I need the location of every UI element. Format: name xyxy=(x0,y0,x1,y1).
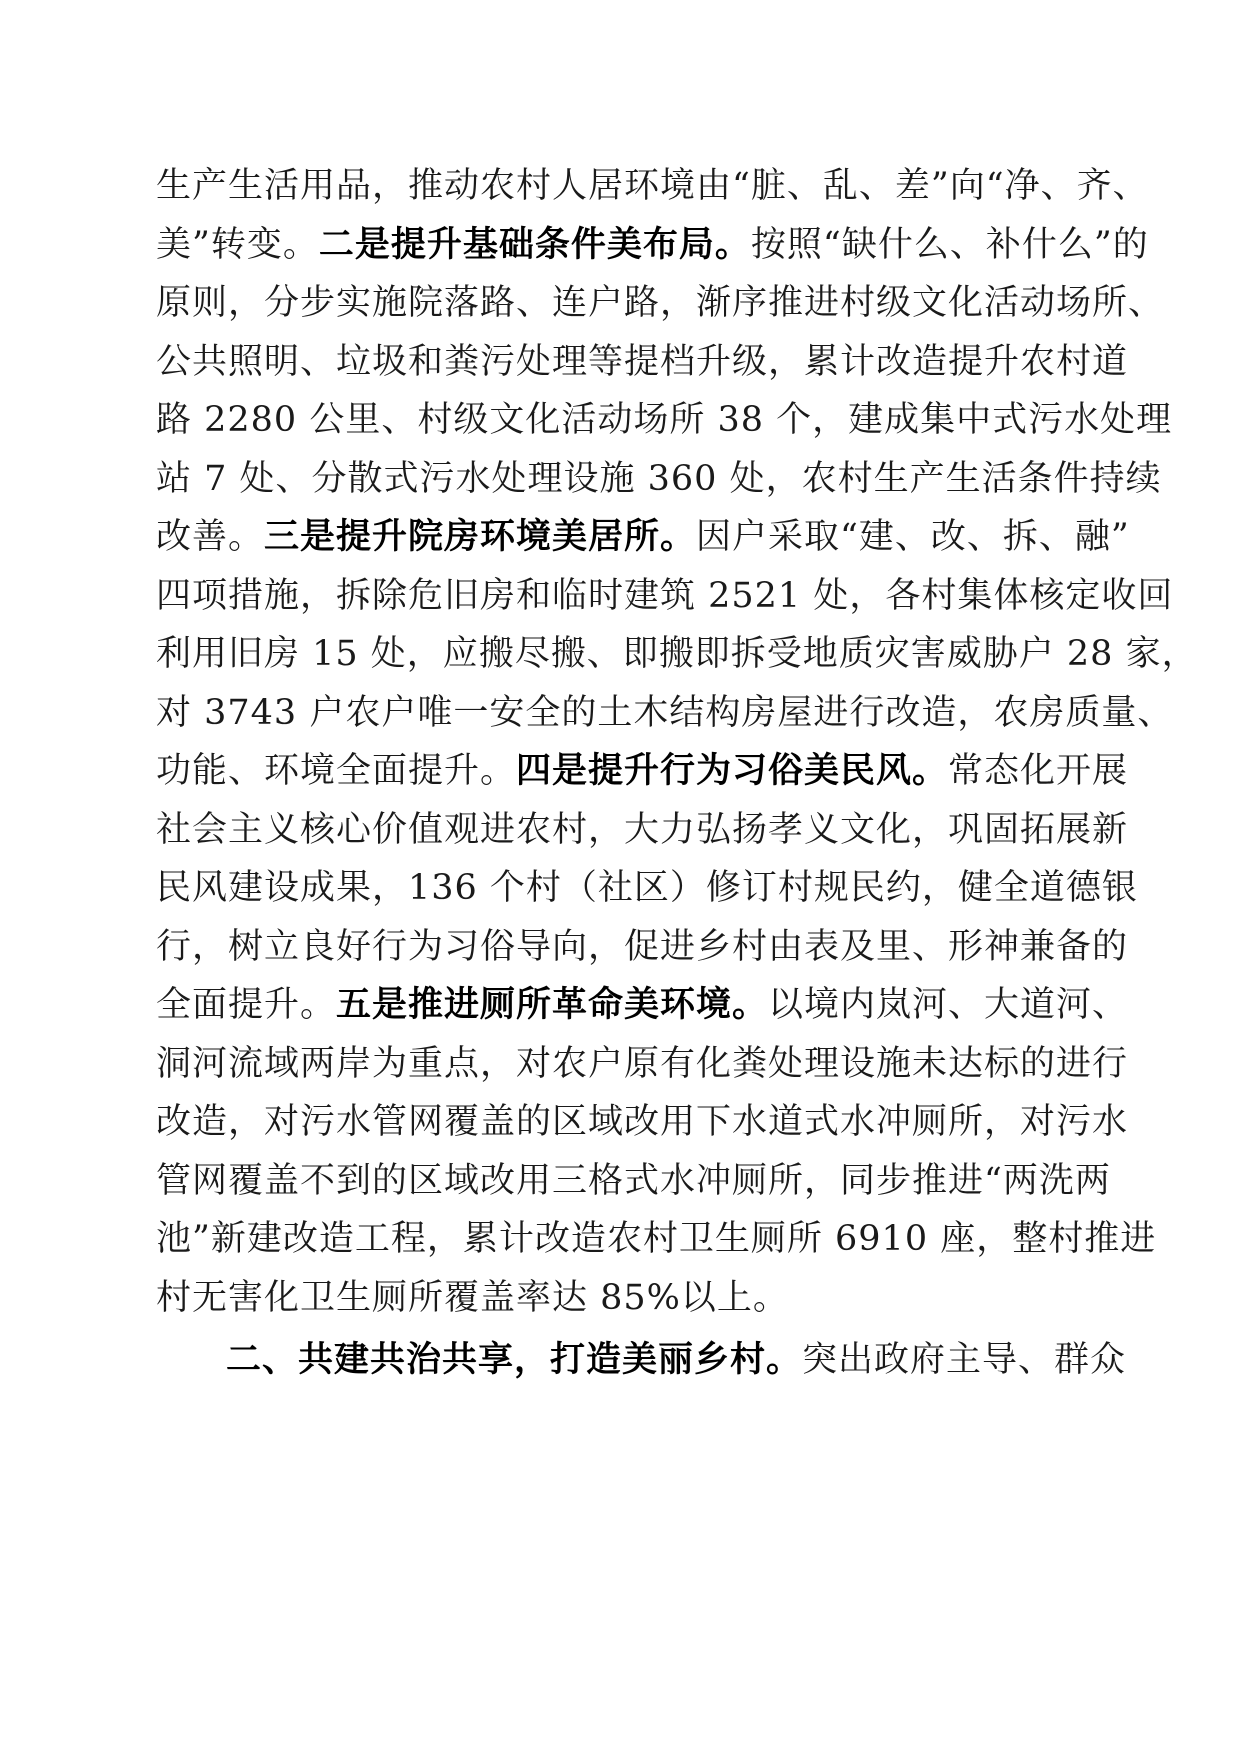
text-line: 美”转变。二是提升基础条件美布局。按照“缺什么、补什么”的 xyxy=(156,225,1149,265)
text-line: 利用旧房 15 处，应搬尽搬、即搬即拆受地质灾害威胁户 28 家， xyxy=(156,634,1198,674)
text-line: 站 7 处、分散式污水处理设施 360 处，农村生产生活条件持续 xyxy=(156,459,1162,499)
text-line: 生产生活用品，推动农村人居环境由“脏、乱、差”向“净、齐、 xyxy=(156,166,1149,206)
text-line: 功能、环境全面提升。四是提升行为习俗美民风。常态化开展 xyxy=(156,751,1129,791)
bold-heading: 三是提升院房环境美居所。 xyxy=(264,517,697,557)
text-line: 池”新建改造工程，累计改造农村卫生厕所 6910 座，整村推进 xyxy=(156,1219,1157,1259)
bold-heading: 四是提升行为习俗美民风。 xyxy=(516,751,949,791)
text-line: 路 2280 公里、村级文化活动场所 38 个，建成集中式污水处理 xyxy=(156,400,1173,440)
section-heading: 二、共建共治共享，打造美丽乡村。 xyxy=(226,1340,803,1380)
text-line: 洞河流域两岸为重点，对农户原有化粪处理设施未达标的进行 xyxy=(156,1044,1129,1084)
text-line: 改造，对污水管网覆盖的区域改用下水道式水冲厕所，对污水 xyxy=(156,1102,1129,1142)
text-line: 管网覆盖不到的区域改用三格式水冲厕所，同步推进“两洗两 xyxy=(156,1161,1111,1201)
text-line: 社会主义核心价值观进农村，大力弘扬孝义文化，巩固拓展新 xyxy=(156,810,1129,850)
text-line: 对 3743 户农户唯一安全的土木结构房屋进行改造，农房质量、 xyxy=(156,693,1174,733)
text-line: 公共照明、垃圾和粪污处理等提档升级，累计改造提升农村道 xyxy=(156,342,1129,382)
text-line: 行，树立良好行为习俗导向，促进乡村由表及里、形神兼备的 xyxy=(156,927,1129,967)
text-line: 全面提升。五是推进厕所革命美环境。以境内岚河、大道河、 xyxy=(156,985,1129,1025)
text-line: 四项措施，拆除危旧房和临时建筑 2521 处，各村集体核定收回 xyxy=(156,576,1174,616)
bold-heading: 五是推进厕所革命美环境。 xyxy=(336,985,769,1025)
bold-heading: 二是提升基础条件美布局。 xyxy=(318,225,751,265)
text-line: 村无害化卫生厕所覆盖率达 85%以上。 xyxy=(156,1278,789,1318)
text-line: 民风建设成果，136 个村（社区）修订村规民约，健全道德银 xyxy=(156,868,1138,908)
section-heading-line: 二、共建共治共享，打造美丽乡村。突出政府主导、群众 xyxy=(226,1340,1127,1380)
text-line: 原则，分步实施院落路、连户路，渐序推进村级文化活动场所、 xyxy=(156,283,1165,323)
text-line: 改善。三是提升院房环境美居所。因户采取“建、改、拆、融” xyxy=(156,517,1130,557)
